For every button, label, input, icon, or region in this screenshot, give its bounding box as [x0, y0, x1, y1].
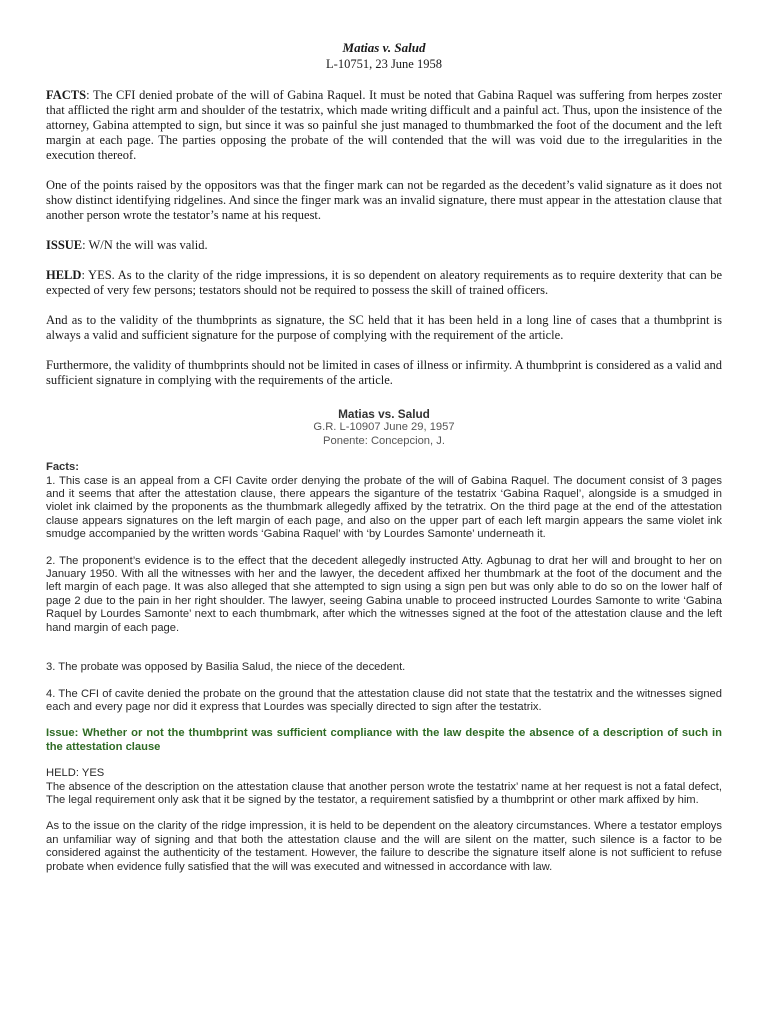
case2-citation: G.R. L-10907 June 29, 1957: [313, 421, 455, 434]
case1-held-label: HELD: [46, 268, 82, 282]
case2-title: Matias vs. Salud: [338, 407, 430, 421]
case2-fact-3: 3. The probate was opposed by Basilia Salud, the niece of the decedent.: [46, 661, 406, 674]
case1-facts-label: FACTS: [46, 88, 87, 102]
case2-fact-2: 2. The proponent’s evidence is to the effect that the decedent allegedly instructed Atty. Agbunag to drat her will and brought to her on January 1950. With all the witnesses with her and the lawyer, the decedent affixed her thumbmark at the foot of the document and the left margin of each page. It was also alleged that she attempted to sign using a sign pen but was only able to do so on the lower half of page 2 due to the pain in her right shoulder. The lawyer, seeing Gabina unable to proceed instructed Lourdes Samonte to write ‘Gabina Raquel by Lourdes Samonte’ next to each thumbmark, after which the witnesses signed at the foot of the attestation clause and the left hand margin of each page.: [46, 554, 722, 634]
case2-facts-label: Facts:: [46, 461, 79, 474]
case1-issue-label: ISSUE: [46, 238, 83, 252]
case1-citation: L-10751, 23 June 1958: [326, 57, 442, 71]
case1-held-para2: And as to the validity of the thumbprints as signature, the SC held that it has been held in a long line of cases that a thumbprint is always a valid and sufficient signature for the purpose of complying with the requirement of the article.: [46, 313, 722, 342]
case1-held-text: : YES. As to the clarity of the ridge impressions, it is so dependent on aleatory requirements as to require dexterity that can be expected of very few persons; testators should not be required to possess the skill of trained officers.: [46, 268, 722, 297]
case1-facts-text: : The CFI denied probate of the will of Gabina Raquel. It must be noted that Gabina Raquel was suffering from herpes zoster that afflicted the right arm and shoulder of the testatrix, which made writing difficult and a painful act. Thus, upon the insistence of the attorney, Gabina attempted to sign, but since it was so painful she just managed to thumbmarked the foot of the document and the left margin at each page. The parties opposing the probate of the will contended that the will was void due to the irregularities in the execution thereof.: [46, 88, 722, 162]
case2-fact-4: 4. The CFI of cavite denied the probate on the ground that the attestation clause did not state that the testatrix and the witnesses signed each and every page nor did it express that Lourdes was specially directed to sign after the testatrix.: [46, 687, 722, 713]
document-page: [46, 40, 722, 874]
case1-held-para3: Furthermore, the validity of thumbprints should not be limited in cases of illness or infirmity. A thumbprint is considered as a valid and sufficient signature in complying with the requirements of the article.: [46, 358, 722, 387]
case1-facts-para2: One of the points raised by the oppositors was that the finger mark can not be regarded as the decedent’s valid signature as it does not show distinct identifying ridgelines. And since the finger mark was an invalid signature, there must appear in the attestation clause that another person wrote the testator’s name at his request.: [46, 178, 722, 222]
case2-held-label: HELD: YES: [46, 767, 105, 780]
case1-title: Matias v. Salud: [342, 40, 426, 55]
case-digest-2: [46, 408, 722, 874]
case2-held-para2: As to the issue on the clarity of the ridge impression, it is held to be dependent on the aleatory circumstances. Where a testator employs an unfamiliar way of signing and that both the attestation clause and the will are silent on the matter, such silence is a factor to be considered against the authenticity of the testament. However, the failure to describe the signature itself alone is not sufficient to refuse probate when evidence fully satisfied that the will was executed and witnessed in accordance with law.: [46, 820, 722, 873]
case2-held-para1: The absence of the description on the attestation clause that another person wrote the testatrix’ name at her request is not a fatal defect, The legal requirement only ask that it be signed by the testator, a requirement satisfied by a thumbprint or other mark affixed by him.: [46, 780, 722, 806]
case1-facts: [46, 88, 722, 163]
case1-issue-text: : W/N the will was valid.: [82, 238, 208, 252]
case1-held: [46, 268, 722, 298]
case1-issue: [46, 238, 722, 253]
case-digest-1: [46, 40, 722, 388]
case2-ponente: Ponente: Concepcion, J.: [323, 434, 445, 447]
case2-issue: Issue: Whether or not the thumbprint was sufficient compliance with the law despite the absence of a description of such in the attestation clause: [46, 727, 722, 753]
case2-fact-1: 1. This case is an appeal from a CFI Cavite order denying the probate of the will of Gabina Raquel. The document consist of 3 pages and it seems that after the attestation clause, there appears the siganture of the testatrix ‘Gabina Raquel’, alongside is a smudged in violet ink claimed by the proponents as the thumbmark allegedly affixed by the tetratrix. On the third page at the end of the attestation clause appears signatures on the left margin of each page, and also on the upper part of each left margin appears the same violet ink smudge accompanied by the written words ‘Gabina Raquel’ with ‘by Lourdes Samonte’ underneath it.: [46, 474, 722, 541]
